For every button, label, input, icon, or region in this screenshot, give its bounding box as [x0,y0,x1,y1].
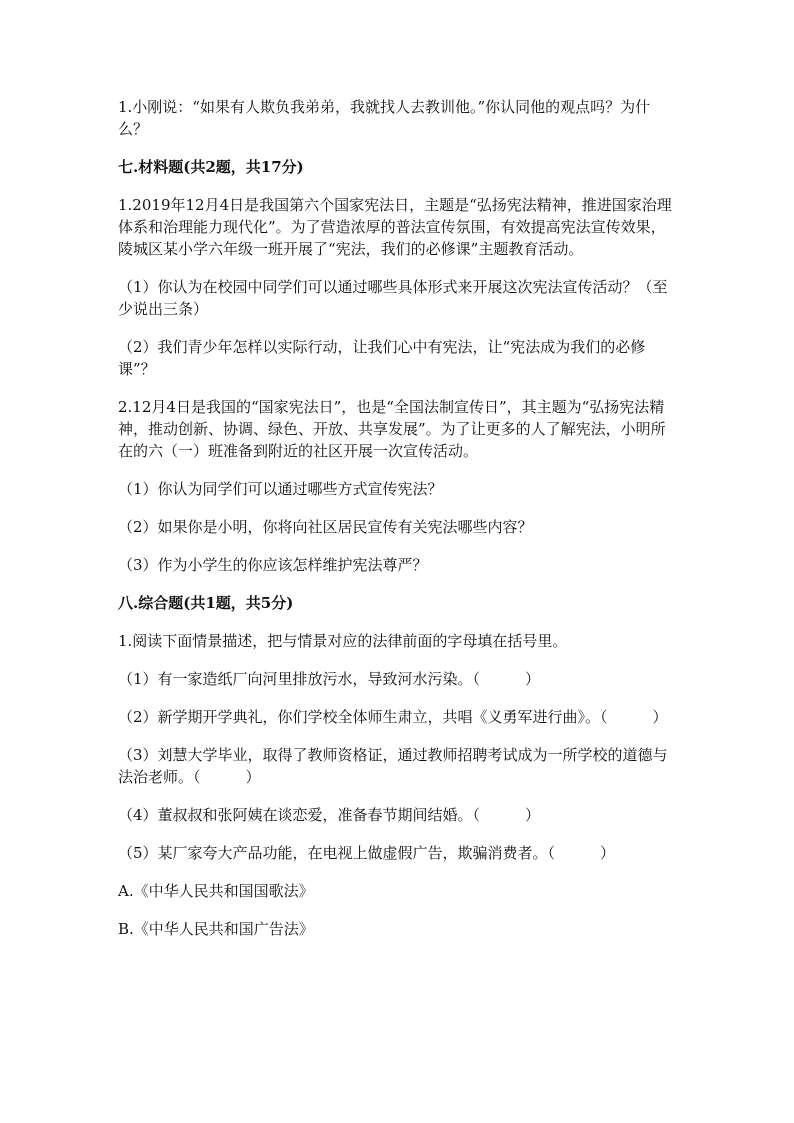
scenario-item-5: （5）某厂家夸大产品功能，在电视上做虚假广告，欺骗消费者。（ ） [118,844,616,862]
section-7-question-2-sub-3: （3）作为小学生的你应该怎样维护宪法尊严？ [118,556,428,574]
law-option-b: B.《中华人民共和国广告法》 [118,920,314,938]
section-8-question-1: 1.阅读下面情景描述，把与情景对应的法律前面的字母填在括号里。 [118,632,568,650]
section-7-title: 七.材料题(共2题，共17分) [118,158,304,176]
scenario-item-1: （1）有一家造纸厂向河里排放污水，导致河水污染。（ ） [118,670,541,688]
scenario-item-3: （3）刘慧大学毕业，取得了教师资格证，通过教师招聘考试成为一所学校的道德与法治老师。（ ） [118,746,668,786]
section-7-question-1-sub-1: （1）你认为在校园中同学们可以通过哪些具体形式来开展这次宪法宣传活动？（至少说出三条） [118,278,668,318]
scenario-item-4: （4）董叔叔和张阿姨在谈恋爱，准备春节期间结婚。（ ） [118,806,541,824]
law-option-a: A.《中华人民共和国国歌法》 [118,882,314,900]
section-7-question-2: 2.12月4日是我国的“国家宪法日”，也是“全国法制宣传日”，其主题为“弘扬宪法精神，推动创新、协调、绿色、开放、共享发展”。为了让更多的人了解宪法，小明所在的六（一）班准备到附近的社区开展一次宣传活动。 [118,398,666,460]
section-7-question-1: 1.2019年12月4日是我国第六个国家宪法日，主题是“弘扬宪法精神，推进国家治理体系和治理能力现代化”。为了营造浓厚的普法宣传氛围，有效提高宪法宣传效果，陵城区某小学六年级一班开展了“宪法，我们的必修课”主题教育活动。 [118,196,672,258]
exam-page [118,96,678,956]
section-8-title: 八.综合题(共1题，共5分) [118,594,294,612]
section-7-question-2-sub-2: （2）如果你是小明，你将向社区居民宣传有关宪法哪些内容？ [118,518,533,536]
scenario-item-2: （2）新学期开学典礼，你们学校全体师生肃立，共唱《义勇军进行曲》。（ ） [118,708,668,726]
question-6-1: 1.小刚说：“如果有人欺负我弟弟，我就找人去教训他。”你认同他的观点吗？为什么？ [118,98,651,138]
section-7-question-2-sub-1: （1）你认为同学们可以通过哪些方式宣传宪法？ [118,480,443,498]
section-7-question-1-sub-2: （2）我们青少年怎样以实际行动，让我们心中有宪法，让“宪法成为我们的必修课”？ [118,338,646,378]
